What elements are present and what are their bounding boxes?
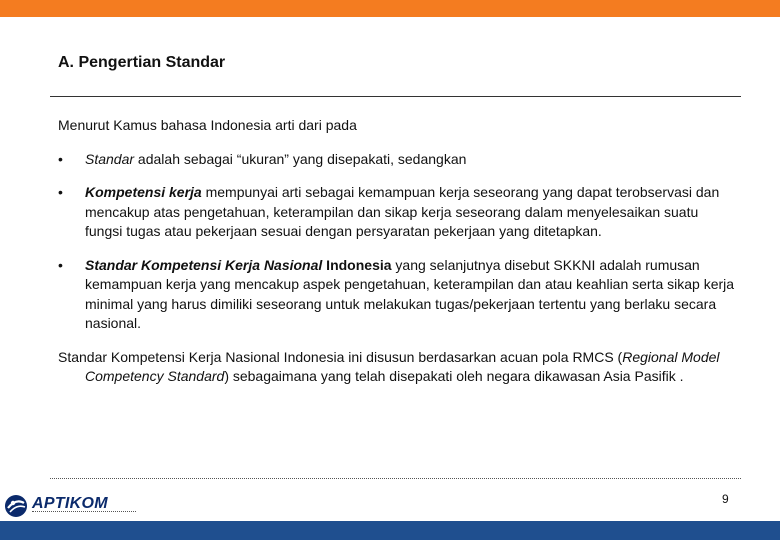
bullet-term: Standar: [85, 150, 135, 167]
bullet-item: [58, 183, 738, 242]
footer-bar: [0, 521, 780, 540]
bullet-term: Kompetensi kerja: [85, 184, 202, 200]
bullet-dot: •: [58, 184, 63, 200]
closing-text-before: Standar Kompetensi Kerja Nasional Indonesia ini disusun berdasarkan acuan pola RMCS (: [58, 348, 623, 365]
slide-title: A. Pengertian Standar: [58, 54, 226, 71]
slide-body: [58, 116, 738, 387]
bullet-text: adalah sebagai “ukuran” yang disepakati, sedangkan: [134, 150, 467, 167]
bullet-dot: •: [58, 256, 63, 273]
bullet-item: [58, 256, 738, 334]
closing-text-after: ) sebagaimana yang telah disepakati oleh negara dikawasan Asia Pasifik .: [224, 368, 684, 384]
bullet-dot: •: [58, 150, 63, 167]
footer-divider: [50, 478, 741, 479]
bullet-item: [58, 150, 738, 170]
aptikom-globe-icon: [4, 494, 28, 518]
bullet-text: mempunyai arti sebagai kemampuan kerja seseorang yang dapat terobservasi dan mencakup atas pengetahuan, keterampilan dan sikap kerja seseorang dalam menyelesaikan suatu fungsi tugas atau pekerjaan sesuai dengan persyaratan pekerjaan yang ditetapkan.: [85, 184, 720, 239]
aptikom-logo: [4, 494, 138, 518]
closing-text-italic: Regional Model Competency Standard: [85, 348, 720, 384]
logo-text: APTIKOM: [32, 495, 108, 512]
logo-tagline-decoration: [32, 511, 136, 515]
top-accent-bar: [0, 0, 780, 17]
bullet-text: yang selanjutnya disebut SKKNI adalah rumusan kemampuan kerja yang mencakup aspek pengetahuan, keterampilan dan atau keahlian serta sikap kerja minimal yang harus dimiliki seseorang untuk melakukan tugas/pekerjaan tertentu yang berlaku secara nasional.: [85, 256, 735, 331]
page-number: 9: [722, 492, 729, 506]
bullet-term-suffix: Indonesia: [322, 256, 392, 273]
closing-paragraph: [58, 348, 738, 387]
title-divider: [50, 96, 741, 97]
intro-text: Menurut Kamus bahasa Indonesia arti dari pada: [58, 117, 357, 133]
bullet-term: Standar Kompetensi Kerja Nasional: [85, 256, 323, 273]
